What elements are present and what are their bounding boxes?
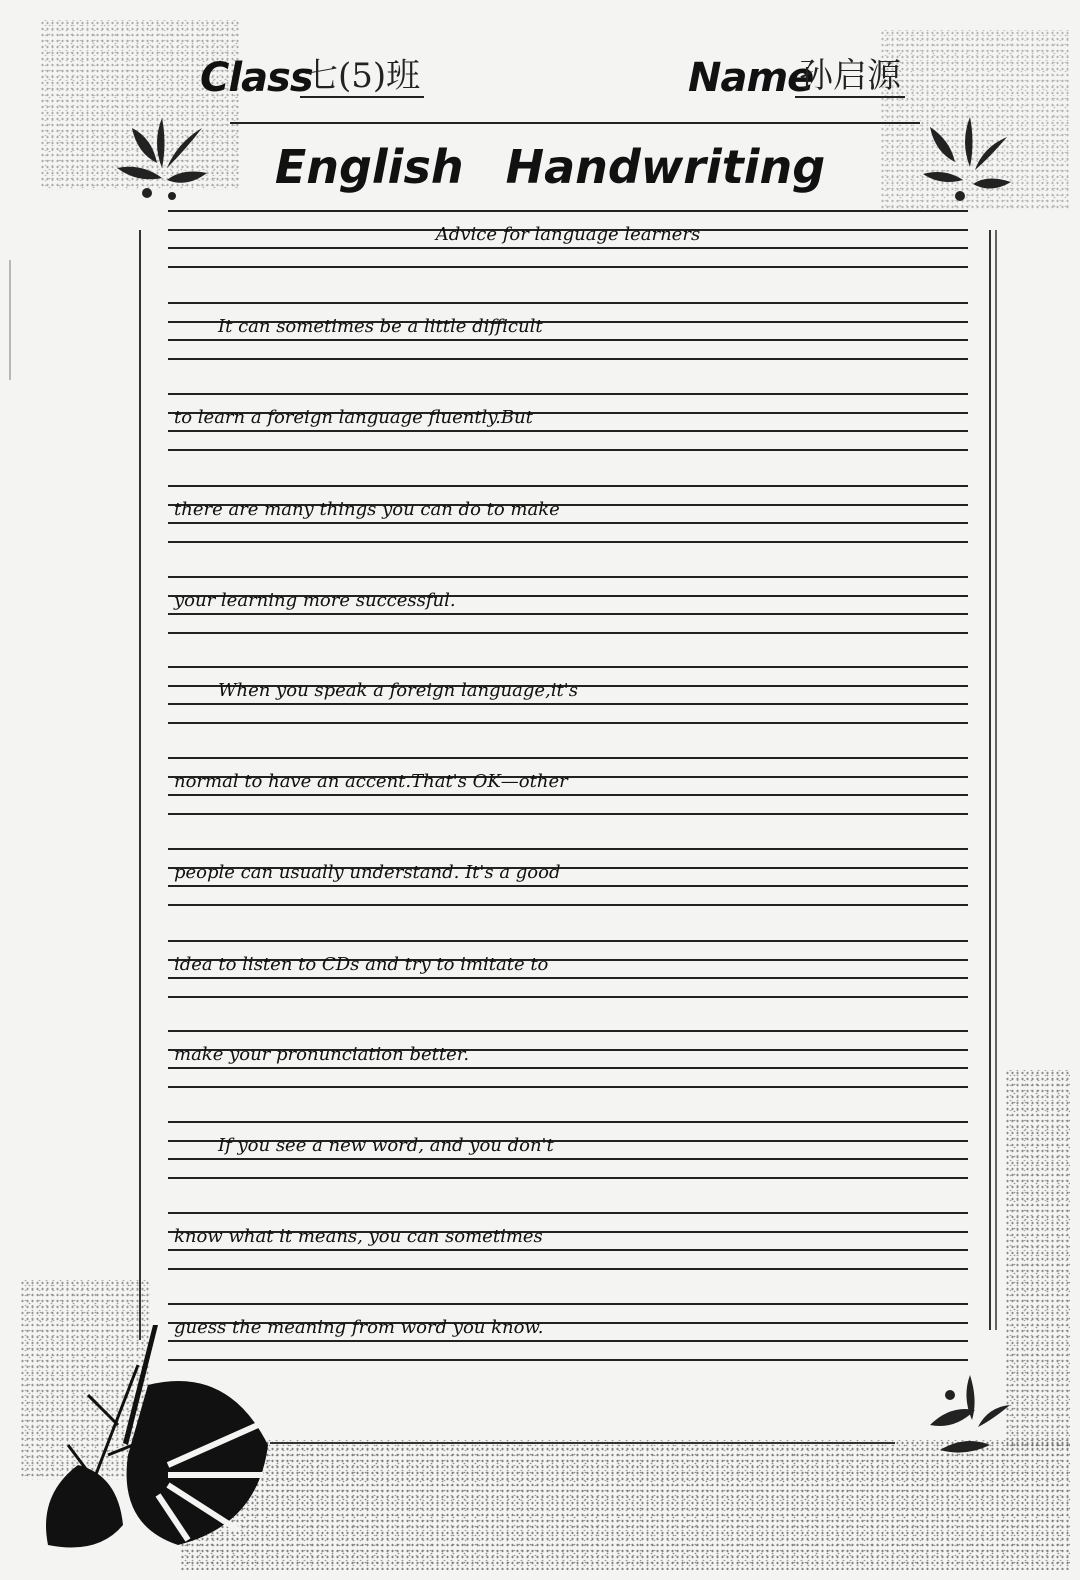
- name-label: Name: [688, 55, 814, 101]
- writing-row: [168, 1030, 968, 1088]
- class-value: 七(5)班: [300, 56, 424, 98]
- writing-row-heading: [168, 210, 968, 268]
- writing-row: [168, 302, 968, 360]
- handwritten-line: normal to have an accent.That's OK—other: [174, 771, 568, 792]
- writing-row: [168, 1303, 968, 1361]
- handwritten-line: your learning more successful.: [174, 590, 456, 611]
- page-title: English Handwriting: [274, 140, 826, 194]
- handwritten-line: make your pronunciation better.: [174, 1044, 470, 1065]
- writing-row: [168, 393, 968, 451]
- handwritten-line: there are many things you can do to make: [174, 499, 560, 520]
- name-value: 孙启源: [795, 56, 905, 98]
- handwritten-line: It can sometimes be a little difficult: [218, 316, 543, 337]
- handwritten-line: When you speak a foreign language,it's: [218, 680, 578, 701]
- writing-row: [168, 757, 968, 815]
- worksheet-heading: Advice for language learners: [435, 224, 701, 245]
- writing-row: [168, 1212, 968, 1270]
- leaf-corner-bottom-right-icon: [920, 1365, 1020, 1455]
- handwritten-line: know what it means, you can sometimes: [174, 1226, 543, 1247]
- handwritten-line: people can usually understand. It's a good: [174, 862, 561, 883]
- handwritten-line: guess the meaning from word you know.: [174, 1317, 544, 1338]
- handwritten-line: idea to listen to CDs and try to imitate to: [174, 954, 549, 975]
- writing-row: [168, 940, 968, 998]
- handwritten-line: If you see a new word, and you don't: [218, 1135, 554, 1156]
- writing-row: [168, 485, 968, 543]
- writing-row: [168, 666, 968, 724]
- class-label: Class: [200, 55, 313, 101]
- writing-row: [168, 1121, 968, 1179]
- writing-row: [168, 576, 968, 634]
- writing-row: [168, 848, 968, 906]
- handwritten-line: to learn a foreign language fluently.But: [174, 407, 533, 428]
